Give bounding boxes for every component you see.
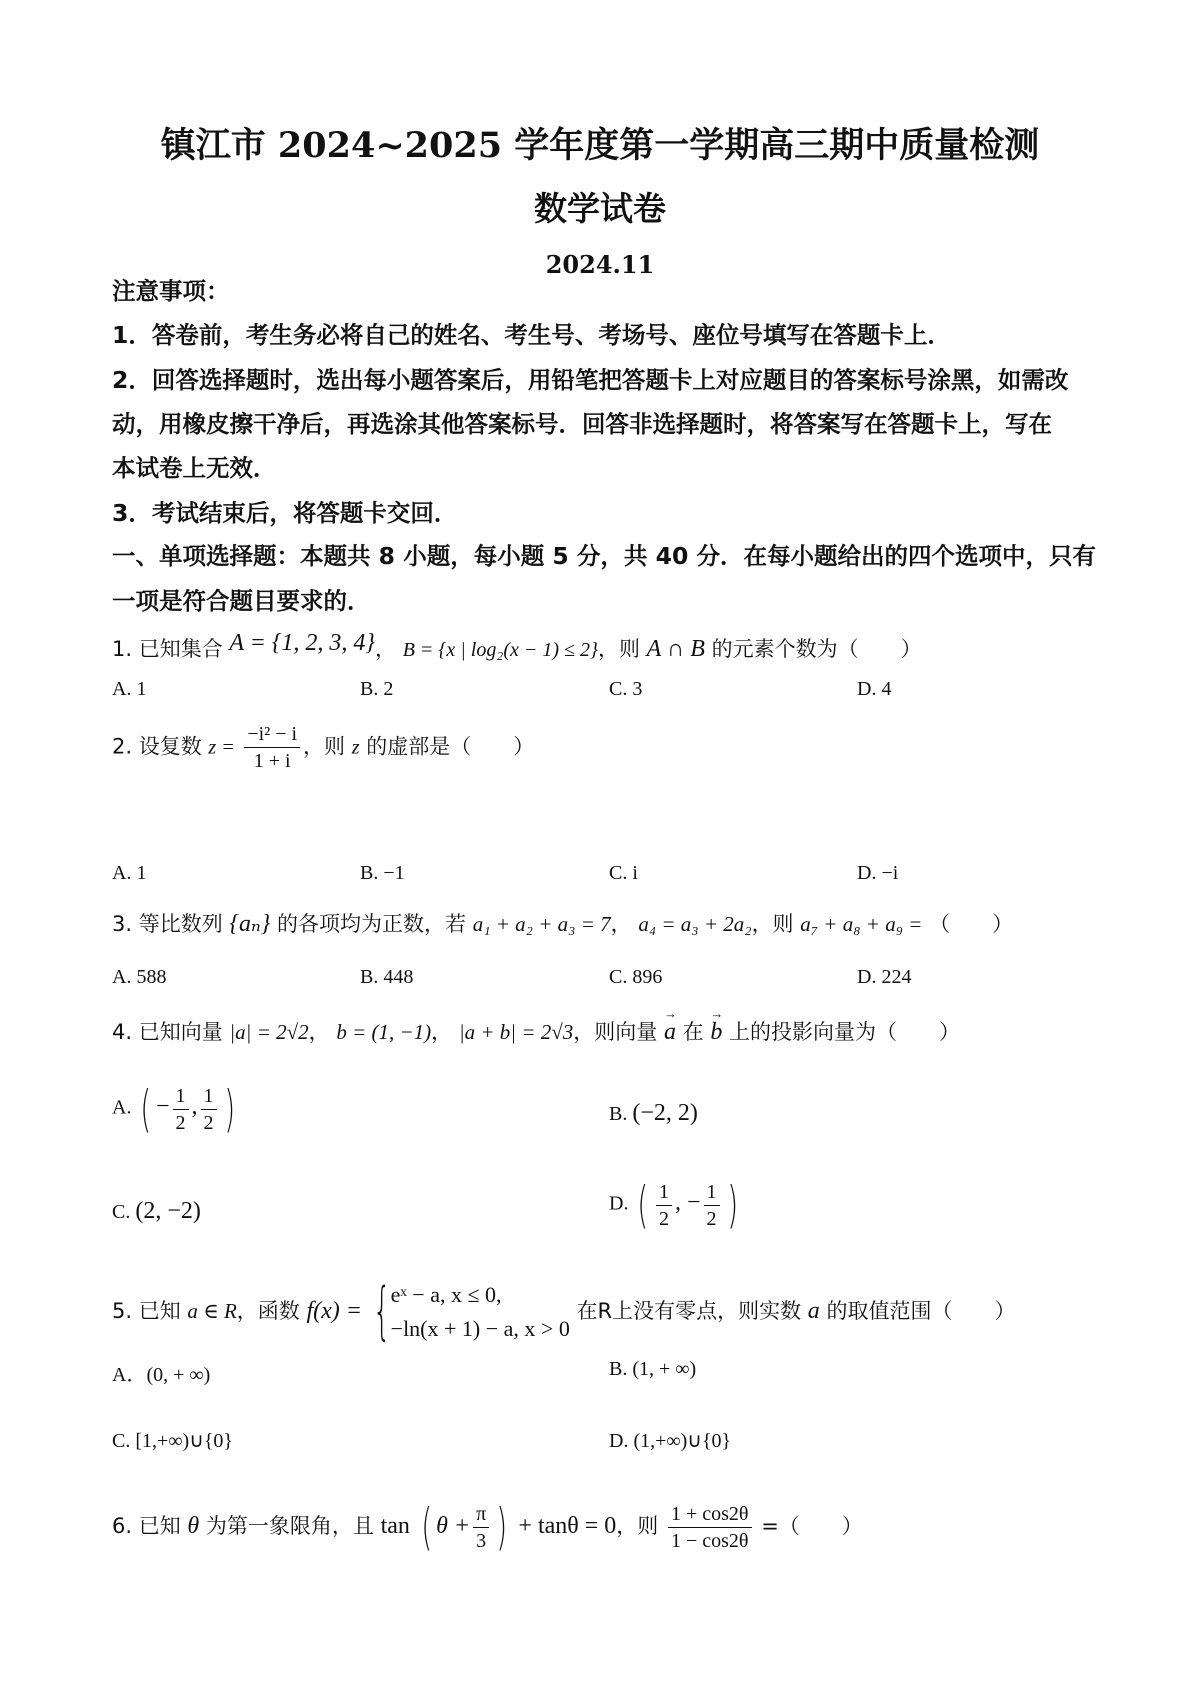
note-item-2-line-1: 2．回答选择题时，选出每小题答案后，用铅笔把答题卡上对应题目的答案标号涂黑，如需改 — [112, 366, 1069, 394]
q3-option-b: B. 448 — [360, 966, 414, 988]
q5-tail: 的取值范围（ ） — [826, 1299, 1016, 1323]
q4-d-num-1: 1 — [656, 1180, 672, 1206]
q1-option-a: A. 1 — [112, 678, 147, 700]
q3-option-c: C. 896 — [609, 966, 663, 988]
q4-option-b-value: (−2, 2) — [632, 1100, 698, 1126]
q4-d-num-2: 1 — [704, 1180, 720, 1206]
question-3 — [112, 908, 1112, 938]
q5-lead: 5. 已知 — [112, 1299, 181, 1323]
exam-title: 镇江市 2024~2025 学年度第一学期高三期中质量检测 — [160, 125, 1040, 166]
q4-a-den-1: 2 — [175, 1111, 186, 1134]
q4-condition-2: b = (1, −1) — [336, 1020, 432, 1044]
q2-tail-pre: ，则 — [303, 734, 346, 759]
q6-mid-2: ，则 — [616, 1514, 659, 1538]
q6-angle: θ + — [436, 1513, 471, 1539]
notes-heading: 注意事项： — [112, 277, 230, 305]
q4-condition-3: |a + b| = 2√3 — [458, 1020, 574, 1044]
q1-expr: A ∩ B — [646, 636, 705, 662]
q4-option-b — [609, 1100, 698, 1127]
q1-comma: ， — [375, 637, 397, 661]
q6-tail: =（ ） — [761, 1514, 863, 1538]
exam-date: 2024.11 — [545, 250, 655, 279]
q6-lead: 6. 已知 — [112, 1514, 181, 1538]
q2-z-eq: z = — [208, 736, 235, 759]
q2-option-b: B. −1 — [360, 862, 405, 884]
q4-vector-a: → a — [664, 1019, 676, 1046]
section-1-line-2: 一项是符合题目要求的． — [112, 587, 371, 615]
question-6: 6. 已知 θ 为第一象限角，且 tan ( θ + $\frac{\pi}{3}$ ) + tanθ = 0，则 $\frac{1 + \cos 2\theta}{1 - \cos 2\theta}$ =（ ） — [112, 1498, 863, 1556]
q4-lead: 4. 已知向量 — [112, 1020, 223, 1044]
q1-lead: 1. 已知集合 — [112, 637, 223, 661]
q4-tail: 上的投影向量为（ ） — [729, 1020, 961, 1044]
question-1 — [112, 630, 1112, 663]
q2-fraction — [244, 722, 300, 773]
q1-option-c: C. 3 — [609, 678, 643, 700]
q3-tail: （ ） — [929, 912, 1014, 936]
q4-option-c-value: (2, −2) — [135, 1198, 201, 1224]
question-4: 4. 已知向量 |a| = 2√2， b = (1, −1)， |a + b| = 2√3，则向量 → a 在 → b 上的投影向量为（ ） — [112, 1016, 1112, 1046]
q3-sep: ， — [610, 912, 632, 936]
q5-case-2: −ln(x + 1) − a, x > 0 — [390, 1316, 570, 1341]
q6-frac-den: 1 − cos2θ — [670, 1529, 749, 1552]
q4-on: 在 — [682, 1020, 704, 1044]
q4-a-num-1: 1 — [173, 1084, 189, 1110]
section-1-line-1: 一、单项选择题：本题共 8 小题，每小题 5 分，共 40 分．在每小题给出的四个选项中，只有 — [112, 542, 1096, 570]
question-5 — [112, 1274, 1112, 1347]
q4-d-den-1: 2 — [658, 1207, 669, 1230]
q4-condition-1: |a| = 2√2 — [229, 1020, 309, 1044]
q4-a-minus: − — [155, 1093, 170, 1120]
exam-subtitle: 数学试卷 — [534, 189, 666, 228]
q5-fx: f(x) = — [306, 1298, 362, 1324]
q3-mid-1: 的各项均为正数，若 — [277, 912, 467, 936]
q3-lead: 3. 等比数列 — [112, 912, 223, 936]
q4-d-den-2: 2 — [706, 1207, 717, 1230]
q2-option-d: D. −i — [857, 862, 899, 884]
q5-option-b: B. (1, + ∞) — [609, 1358, 697, 1380]
q2-numerator: −i² − i — [244, 722, 300, 748]
note-item-3: 3．考试结束后，将答题卡交回． — [112, 499, 458, 527]
q1-tail: 的元素个数为（ ） — [711, 637, 922, 661]
q2-option-c: C. i — [609, 862, 638, 884]
q4-d-sep: , − — [674, 1189, 701, 1216]
q6-frac-num: 1 + cos2θ — [668, 1502, 752, 1528]
note-item-2-line-2: 动，用橡皮擦干净后，再选涂其他答案标号．回答非选择题时，将答案写在答题卡上，写在 — [112, 410, 1052, 438]
q4-option-d: D. ( $\frac{1}{2}$ , − $\frac{1}{2}$ ) — [609, 1176, 738, 1234]
question-2 — [112, 722, 1112, 773]
q6-pi: π — [473, 1502, 489, 1528]
q4-option-c — [112, 1198, 201, 1225]
q3-condition-2: a₄ = a₃ + 2a₂ — [638, 912, 752, 936]
q5-option-a: A．(0, + ∞) — [112, 1364, 211, 1386]
q6-tan-pre: tan — [380, 1513, 410, 1539]
q4-vector-b: → b — [710, 1019, 722, 1046]
q5-piecewise: { eˣ − a, x ≤ 0, −ln(x + 1) − a, x > 0 — [372, 1274, 570, 1347]
q4-a-den-2: 2 — [203, 1111, 214, 1134]
q4-mid: ，则向量 — [573, 1020, 658, 1044]
q5-option-d: D. (1,+∞)∪{0} — [609, 1430, 732, 1452]
q4-option-d-label: D. — [609, 1192, 629, 1215]
q2-var: z — [351, 736, 360, 759]
q3-mid-2: ，则 — [751, 912, 794, 936]
q6-fraction — [668, 1502, 752, 1553]
q2-lead: 2. 设复数 — [112, 734, 202, 759]
q5-a-in-r: a ∈ R — [187, 1299, 237, 1323]
q6-theta: θ — [187, 1513, 200, 1539]
q3-ask: a₇ + a₈ + a₉ = — [800, 912, 923, 936]
note-item-2-line-3: 本试卷上无效． — [112, 454, 277, 482]
q4-option-c-label: C. — [112, 1201, 131, 1223]
q4-option-a: A. ( − $\frac{1}{2}$ , $\frac{1}{2}$ ) — [112, 1080, 235, 1138]
q4-a-comma: , — [191, 1093, 198, 1120]
q5-case-1: eˣ − a, x ≤ 0, — [390, 1282, 502, 1307]
q6-tan-post: + tanθ = 0 — [518, 1513, 617, 1539]
q3-condition-1: a₁ + a₂ + a₃ = 7 — [472, 912, 611, 936]
q2-option-a: A. 1 — [112, 862, 147, 884]
q2-denominator: 1 + i — [253, 750, 291, 772]
q4-option-a-label: A. — [112, 1096, 132, 1119]
q6-three: 3 — [476, 1529, 487, 1552]
q1-set-b: B = {x | log₂(x − 1) ≤ 2} — [402, 639, 598, 661]
q4-a-num-2: 1 — [201, 1084, 217, 1110]
q5-var: a — [807, 1298, 820, 1324]
q2-tail: 的虚部是（ ） — [366, 734, 535, 759]
q3-option-a: A. 588 — [112, 966, 167, 988]
q5-mid: ，函数 — [236, 1299, 300, 1323]
q1-option-b: B. 2 — [360, 678, 394, 700]
q6-mid-1: 为第一象限角，且 — [205, 1514, 374, 1538]
q5-tail-pre: 在R上没有零点，则实数 — [576, 1299, 802, 1323]
q3-sequence: {aₙ} — [229, 911, 271, 937]
note-item-1: 1．答卷前，考生务必将自己的姓名、考生号、考场号、座位号填写在答题卡上． — [112, 321, 951, 349]
q3-option-d: D. 224 — [857, 966, 912, 988]
q5-option-c: C. [1,+∞)∪{0} — [112, 1430, 234, 1452]
q1-option-d: D. 4 — [857, 678, 892, 700]
q1-set-a: A = {1, 2, 3, 4} — [229, 630, 376, 656]
q1-tail-pre: ，则 — [597, 637, 640, 661]
q4-option-b-label: B. — [609, 1103, 628, 1125]
